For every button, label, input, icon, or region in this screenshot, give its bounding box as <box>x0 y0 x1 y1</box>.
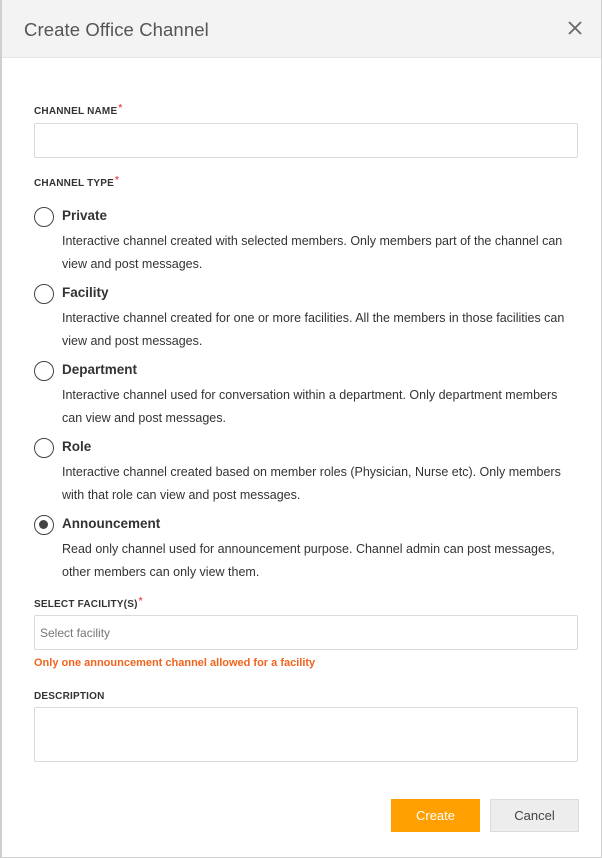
option-description: Interactive channel created with selected members. Only members part of the channel can view and post messages. <box>62 234 563 271</box>
channel-type-option-facility[interactable] <box>34 284 574 354</box>
channel-name-input[interactable] <box>34 123 578 158</box>
required-marker: * <box>138 596 143 607</box>
required-marker: * <box>118 103 123 114</box>
channel-name-label-text: CHANNEL NAME <box>34 106 118 117</box>
radio-announcement[interactable] <box>34 515 54 535</box>
channel-type-option-announcement[interactable] <box>34 515 574 585</box>
option-description: Interactive channel created based on member roles (Physician, Nurse etc). Only members with that role can view and post messages. <box>62 465 561 502</box>
cancel-button[interactable]: Cancel <box>490 799 579 832</box>
dialog-title: Create Office Channel <box>24 19 209 40</box>
select-facility-label-text: SELECT FACILITY(S) <box>34 599 138 610</box>
channel-type-option-private[interactable] <box>34 207 574 277</box>
option-description: Interactive channel created for one or more facilities. All the members in those facilities can view and post messages. <box>62 311 565 348</box>
option-title: Private <box>62 208 108 223</box>
channel-type-option-role[interactable] <box>34 438 574 508</box>
required-marker: * <box>115 175 120 186</box>
option-title: Facility <box>62 285 109 300</box>
radio-facility[interactable] <box>34 284 54 304</box>
option-description: Interactive channel used for conversation within a department. Only department members can view and post messages. <box>62 388 558 425</box>
option-title: Department <box>62 362 138 377</box>
close-icon[interactable] <box>563 16 587 40</box>
option-description: Read only channel used for announcement purpose. Channel admin can post messages, other members can only view them. <box>62 542 555 579</box>
channel-type-label <box>34 175 120 189</box>
radio-private[interactable] <box>34 207 54 227</box>
radio-department[interactable] <box>34 361 54 381</box>
channel-type-label-text: CHANNEL TYPE <box>34 178 115 189</box>
radio-role[interactable] <box>34 438 54 458</box>
option-title: Announcement <box>62 516 161 531</box>
description-label: DESCRIPTION <box>34 691 105 702</box>
option-title: Role <box>62 439 92 454</box>
description-textarea[interactable] <box>34 707 578 762</box>
select-facility-label <box>34 596 143 610</box>
dialog-header <box>2 0 601 58</box>
channel-type-option-department[interactable] <box>34 361 574 431</box>
create-button[interactable]: Create <box>391 799 480 832</box>
facility-error-message: Only one announcement channel allowed for a facility <box>34 657 316 669</box>
select-facility-input[interactable] <box>34 615 578 650</box>
channel-name-label <box>34 103 123 117</box>
